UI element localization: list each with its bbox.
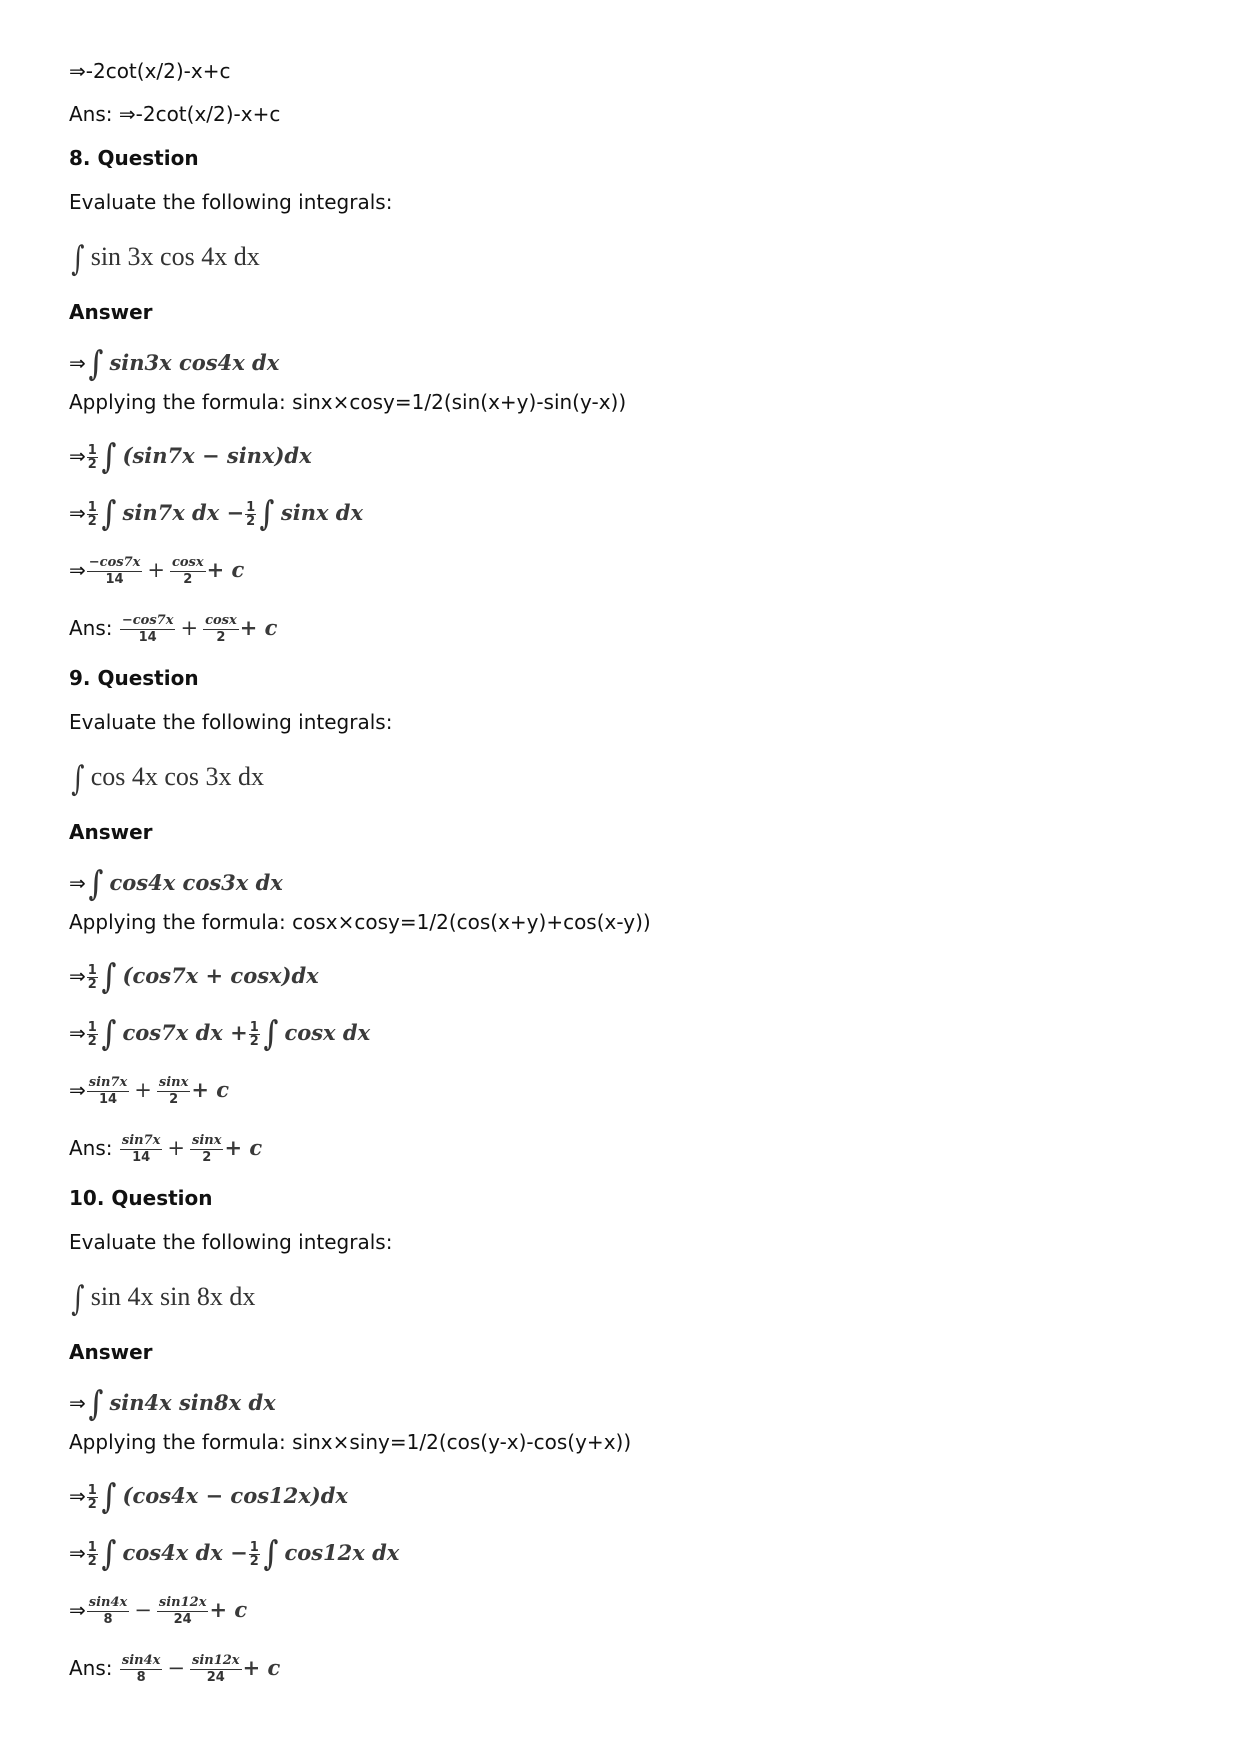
question-prompt: Evaluate the following integrals: — [69, 1230, 393, 1254]
step-line: ⇒ $\frac{\sin 7x}{14}$ + $\frac{\sin x}{2}$ + c — [69, 1075, 230, 1107]
fraction: $\frac{1}{2}$ — [87, 1540, 97, 1569]
fraction: $\frac{-\cos 7x}{14}$ — [121, 613, 174, 645]
integral-sign: ∫ — [263, 1534, 278, 1574]
integral-expression: ∫ cos 4x cos 3x dx — [71, 759, 265, 799]
integral-sign: ∫ — [88, 344, 104, 384]
formula-line: Applying the formula: sinx×cosy=1/2(sin(x+y)-sin(y-x)) — [69, 390, 627, 414]
formula-line: Applying the formula: cosx×cosy=1/2(cos(x+y)+cos(x-y)) — [69, 910, 651, 934]
integral-sign: ∫ — [259, 494, 275, 534]
answer-heading: Answer — [69, 1340, 153, 1364]
integral-sign: ∫ — [101, 1477, 117, 1517]
fraction: $\frac{\sin 7x}{14}$ — [88, 1075, 128, 1107]
fraction: $\frac{\sin 12x}{24}$ — [192, 1653, 240, 1685]
question-heading: 8. Question — [69, 146, 199, 170]
fraction: $\frac{1}{2}$ — [87, 500, 97, 529]
fraction: $\frac{1}{2}$ — [249, 1540, 259, 1569]
formula-line: Applying the formula: sinx×siny=1/2(cos(y-x)-cos(y+x)) — [69, 1430, 632, 1454]
fraction: $\frac{\sin 12x}{24}$ — [158, 1595, 207, 1627]
fraction: $\frac{\sin 4x}{8}$ — [88, 1595, 128, 1627]
answer-line: Ans: $\frac{\sin 7x}{14}$ + $\frac{\sin x}{2}$ + c — [69, 1133, 263, 1165]
question-prompt: Evaluate the following integrals: — [69, 710, 393, 734]
step-line: ⇒ $\frac{-\cos 7x}{14}$ + $\frac{\cos x}{2}$ + c — [69, 555, 245, 587]
integral-sign: ∫ — [101, 437, 117, 477]
step-line: ⇒ $\frac{1}{2}$ ∫ cos7x dx + $\frac{1}{2}$ ∫ cosx dx — [69, 1014, 371, 1054]
fraction: $\frac{1}{2}$ — [87, 443, 97, 472]
question-prompt: Evaluate the following integrals: — [69, 190, 393, 214]
integral-sign: ∫ — [88, 1384, 104, 1424]
question-heading: 10. Question — [69, 1186, 213, 1210]
fraction: $\frac{1}{2}$ — [246, 500, 256, 529]
integral-sign: ∫ — [88, 864, 104, 904]
answer-line: Ans: $\frac{\sin 4x}{8}$ − $\frac{\sin 12x}{24}$ + c — [69, 1653, 281, 1685]
fraction: $\frac{\cos x}{2}$ — [171, 555, 204, 587]
fraction: $\frac{\sin 7x}{14}$ — [121, 1133, 161, 1165]
fraction: $\frac{1}{2}$ — [87, 1020, 97, 1049]
fraction: $\frac{\sin x}{2}$ — [158, 1075, 189, 1107]
answer-line: Ans: $\frac{-\cos 7x}{14}$ + $\frac{\cos x}{2}$ + c — [69, 613, 278, 645]
answer-line: Ans: ⇒-2cot(x/2)-x+c — [69, 102, 281, 126]
step-line: ⇒∫ sin3x cos4x dx — [69, 344, 280, 384]
fraction: $\frac{\sin 4x}{8}$ — [121, 1653, 161, 1685]
step-line: ⇒ $\frac{1}{2}$ ∫ sin7x dx − $\frac{1}{2}$ ∫ sinx dx — [69, 494, 363, 534]
integral-sign: ∫ — [71, 759, 85, 799]
integral-sign: ∫ — [71, 1279, 85, 1319]
step-line: ⇒ $\frac{1}{2}$ ∫ (cos7x + cosx)dx — [69, 957, 319, 997]
fraction: $\frac{1}{2}$ — [249, 1020, 259, 1049]
step-line: ⇒ $\frac{1}{2}$ ∫ cos4x dx − $\frac{1}{2}$ ∫ cos12x dx — [69, 1534, 400, 1574]
integral-expression: ∫ sin 3x cos 4x dx — [71, 239, 260, 279]
integral-sign: ∫ — [101, 957, 117, 997]
fraction: $\frac{\sin x}{2}$ — [192, 1133, 222, 1165]
answer-heading: Answer — [69, 300, 153, 324]
step-line: ⇒∫ cos4x cos3x dx — [69, 864, 283, 904]
fraction: $\frac{1}{2}$ — [87, 1483, 97, 1512]
integral-sign: ∫ — [101, 1534, 117, 1574]
step-line: ⇒ $\frac{1}{2}$ ∫ (cos4x − cos12x)dx — [69, 1477, 348, 1517]
result-line: ⇒-2cot(x/2)-x+c — [69, 59, 231, 83]
step-line: ⇒∫ sin4x sin8x dx — [69, 1384, 276, 1424]
step-line: ⇒ $\frac{1}{2}$ ∫ (sin7x − sinx)dx — [69, 437, 312, 477]
step-line: ⇒ $\frac{\sin 4x}{8}$ − $\frac{\sin 12x}{24}$ + c — [69, 1595, 248, 1627]
integral-sign: ∫ — [101, 494, 117, 534]
integral-sign: ∫ — [71, 239, 85, 279]
answer-heading: Answer — [69, 820, 153, 844]
fraction: $\frac{-\cos 7x}{14}$ — [88, 555, 141, 587]
integral-sign: ∫ — [101, 1014, 117, 1054]
fraction: $\frac{\cos x}{2}$ — [205, 613, 237, 645]
fraction: $\frac{1}{2}$ — [87, 963, 97, 992]
integral-expression: ∫ sin 4x sin 8x dx — [71, 1279, 256, 1319]
integral-sign: ∫ — [263, 1014, 278, 1054]
question-heading: 9. Question — [69, 666, 199, 690]
